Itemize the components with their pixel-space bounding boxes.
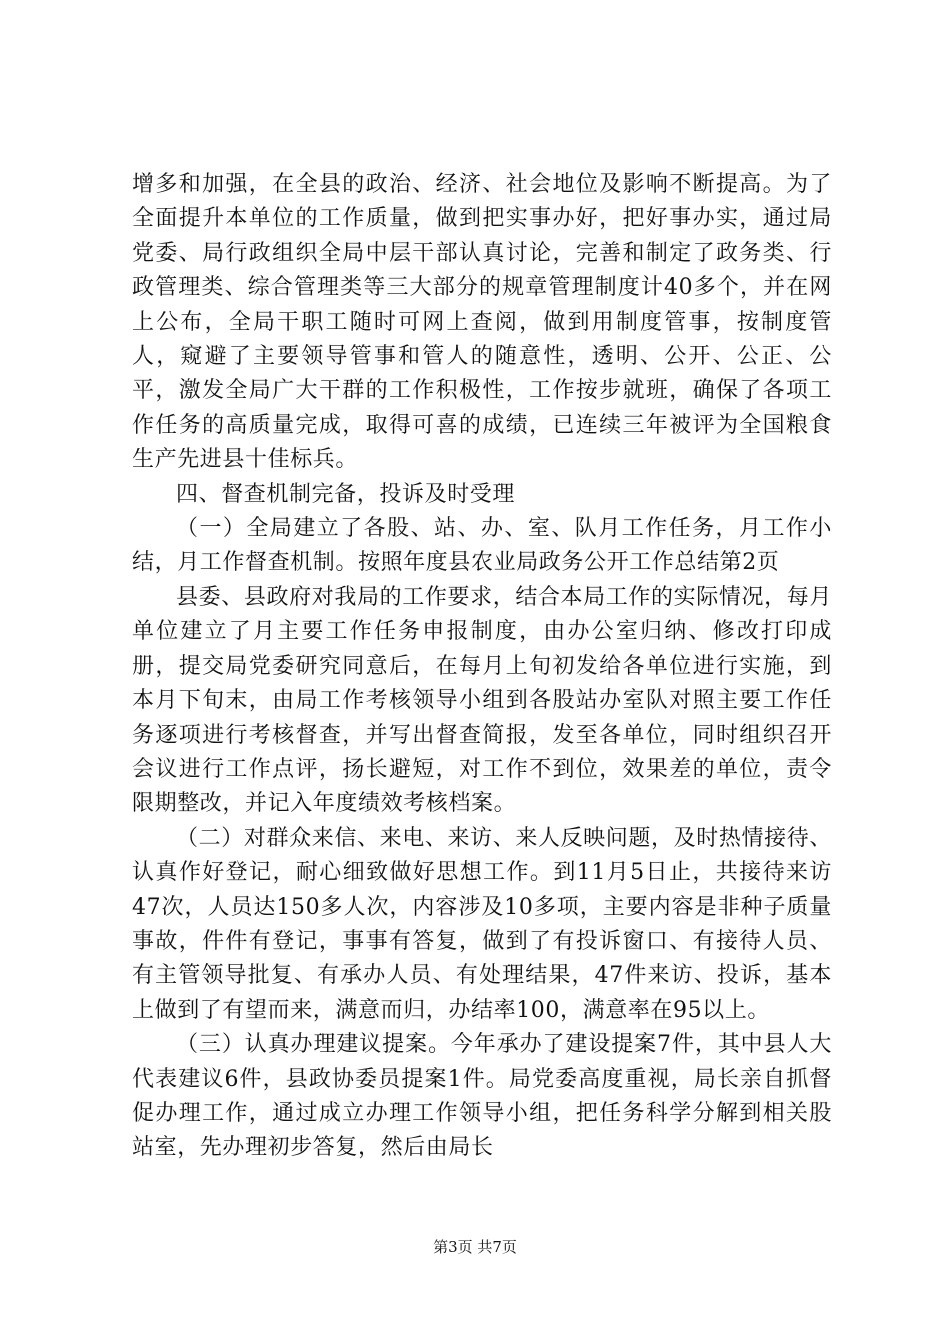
document-body: [132, 168, 832, 1166]
paragraph-requirements: 县委、县政府对我局的工作要求，结合本局工作的实际情况，每月单位建立了月主要工作任务申报制度，由办公室归纳、修改打印成册，提交局党委研究同意后，在每月上旬初发给各单位进行实施，到本月下旬末，由局工作考核领导小组到各股站办室队对照主要工作任务逐项进行考核督查，并写出督查简报，发至各单位，同时组织召开会议进行工作点评，扬长避短，对工作不到位，效果差的单位，责令限期整改，并记入年度绩效考核档案。: [132, 584, 832, 817]
paragraph-continuation: 增多和加强，在全县的政治、经济、社会地位及影响不断提高。为了全面提升本单位的工作质量，做到把实事办好，把好事办实，通过局党委、局行政组织全局中层干部认真讨论，完善和制定了政务类、行政管理类、综合管理类等三大部分的规章管理制度计40多个，并在网上公布，全局干职工随时可网上查阅，做到用制度管事，按制度管人，窥避了主要领导管事和管人的随意性，透明、公开、公正、公平，激发全局广大干群的工作积极性，工作按步就班，确保了各项工作任务的高质量完成，取得可喜的成绩，已连续三年被评为全国粮食生产先进县十佳标兵。: [132, 172, 832, 473]
paragraph-item-one: （一）全局建立了各股、站、办、室、队月工作任务，月工作小结，月工作督查机制。按照年度县农业局政务公开工作总结第2页: [132, 516, 832, 576]
paragraph-item-three: （三）认真办理建议提案。今年承办了建设提案7件，其中县人大代表建议6件，县政协委员提案1件。局党委高度重视，局长亲自抓督促办理工作，通过成立办理工作领导小组，把任务科学分解到相关股站室，先办理初步答复，然后由局长: [132, 1032, 832, 1161]
page-footer: [0, 1237, 950, 1257]
section-heading: 四、督查机制完备，投诉及时受理: [176, 481, 516, 507]
paragraph-item-two: （二）对群众来信、来电、来访、来人反映问题，及时热情接待、认真作好登记，耐心细致做好思想工作。到11月5日止，共接待来访47次，人员达150多人次，内容涉及10多项，主要内容是非种子质量事故，件件有登记，事事有答复，做到了有投诉窗口、有接待人员、有主管领导批复、有承办人员、有处理结果，47件来访、投诉，基本上做到了有望而来，满意而归，办结率100，满意率在95以上。: [132, 825, 832, 1023]
page-number: 第3页 共7页: [433, 1238, 517, 1256]
